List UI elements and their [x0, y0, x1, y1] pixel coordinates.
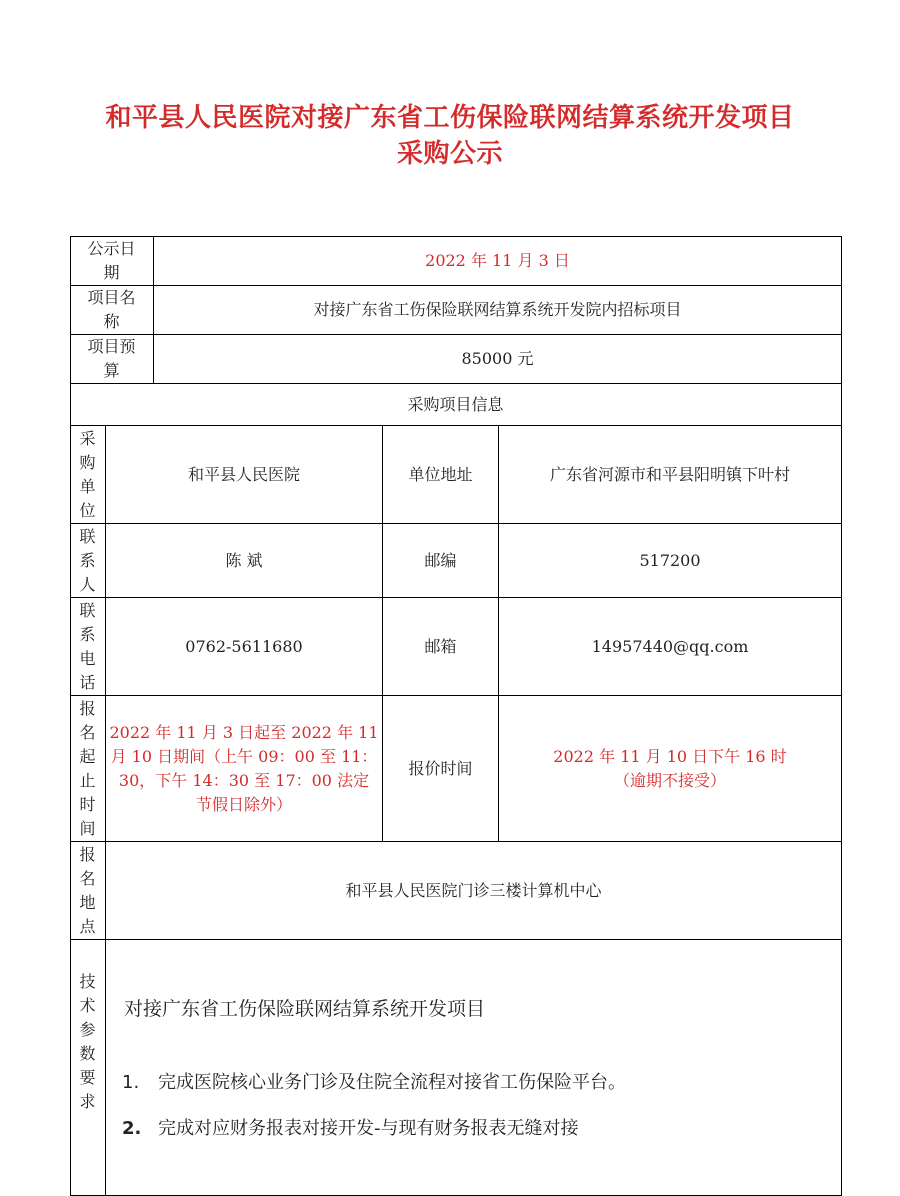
budget-label-line1: 项目预 [87, 337, 136, 356]
tech-item-1-text: 完成医院核心业务门诊及住院全流程对接省工伤保险平台。 [158, 1072, 626, 1093]
title-line-1: 和平县人民医院对接广东省工伤保险联网结算系统开发项目 [105, 103, 795, 133]
tech-item-2 [122, 1114, 579, 1140]
tech-label-c2: 术 [79, 996, 96, 1015]
contact-label [70, 524, 106, 598]
phone-value: 0762-5611680 [106, 598, 383, 696]
place-label-c1: 报 [79, 844, 96, 864]
quote-time-value [499, 696, 842, 842]
contact-label-c2: 系 [79, 550, 96, 570]
tech-label-c1: 技 [79, 972, 96, 991]
period-label-c1: 报 [79, 698, 96, 718]
date-value: 2022 年 11 月 3 日 [154, 236, 842, 286]
phone-label-c2: 系 [79, 624, 96, 644]
buyer-label-c3: 单 [79, 476, 96, 496]
name-label-line1: 项目名 [87, 288, 136, 307]
tech-heading: 对接广东省工伤保险联网结算系统开发项目 [124, 998, 486, 1020]
period-label-c4: 止 [79, 770, 96, 790]
budget-label [70, 335, 154, 384]
buyer-label-c4: 位 [79, 500, 96, 520]
period-label-c3: 起 [79, 746, 96, 766]
page-title [0, 100, 900, 172]
tech-requirements [106, 940, 842, 1196]
email-label: 邮箱 [383, 598, 499, 696]
buyer-label-c2: 购 [79, 452, 96, 472]
tech-item-2-num: 2. [122, 1118, 142, 1139]
date-label-line1: 公示日 [87, 238, 136, 258]
place-label [70, 842, 106, 940]
place-label-c2: 名 [79, 868, 96, 888]
place-value: 和平县人民医院门诊三楼计算机中心 [106, 842, 842, 940]
address-value: 广东省河源市和平县阳明镇下叶村 [499, 426, 842, 524]
title-line-2: 采购公示 [396, 139, 503, 169]
quote-time-label: 报价时间 [383, 696, 499, 842]
buyer-label-c1: 采 [79, 428, 96, 448]
email-value: 14957440@qq.com [499, 598, 842, 696]
quote-time-line-2: （逾期不接受） [613, 770, 726, 790]
contact-label-c1: 联 [79, 526, 96, 546]
place-label-c3: 地 [79, 892, 96, 912]
project-name-label [70, 286, 154, 335]
period-line-2: 月 10 日期间（上午 09：00 至 11： [110, 746, 378, 766]
period-value [106, 696, 383, 842]
tech-item-1 [122, 1068, 626, 1094]
announcement-table [70, 236, 842, 1196]
tech-label-c6: 求 [79, 1092, 96, 1111]
project-name-value: 对接广东省工伤保险联网结算系统开发院内招标项目 [154, 286, 842, 335]
period-label [70, 696, 106, 842]
tech-label-c3: 参 [79, 1020, 96, 1039]
budget-value: 85000 元 [154, 335, 842, 384]
period-label-c6: 间 [79, 818, 96, 838]
contact-label-c3: 人 [79, 574, 96, 594]
budget-label-line2: 算 [103, 361, 120, 380]
quote-time-line-1: 2022 年 11 月 10 日下午 16 时 [553, 746, 787, 766]
phone-label-c1: 联 [79, 600, 96, 620]
phone-label-c3: 电 [79, 648, 96, 668]
section-header: 采购项目信息 [70, 384, 842, 426]
postcode-value: 517200 [499, 524, 842, 598]
date-label-line2: 期 [103, 262, 120, 282]
tech-label-c5: 要 [79, 1068, 96, 1087]
tech-label [70, 940, 106, 1196]
place-label-c4: 点 [79, 916, 96, 936]
postcode-label: 邮编 [383, 524, 499, 598]
buyer-label [70, 426, 106, 524]
period-label-c2: 名 [79, 722, 96, 742]
buyer-value: 和平县人民医院 [106, 426, 383, 524]
contact-value: 陈 斌 [106, 524, 383, 598]
period-line-3: 30，下午 14：30 至 17：00 法定 [118, 770, 370, 790]
date-label [70, 236, 154, 286]
tech-item-2-text: 完成对应财务报表对接开发-与现有财务报表无缝对接 [158, 1118, 579, 1139]
tech-item-1-num: 1. [122, 1072, 140, 1093]
period-line-1: 2022 年 11 月 3 日起至 2022 年 11 [109, 722, 379, 742]
address-label: 单位地址 [383, 426, 499, 524]
phone-label-c4: 话 [79, 672, 96, 692]
period-label-c5: 时 [79, 794, 96, 814]
period-line-4: 节假日除外） [195, 794, 292, 814]
name-label-line2: 称 [103, 312, 120, 331]
tech-label-c4: 数 [79, 1044, 96, 1063]
phone-label [70, 598, 106, 696]
